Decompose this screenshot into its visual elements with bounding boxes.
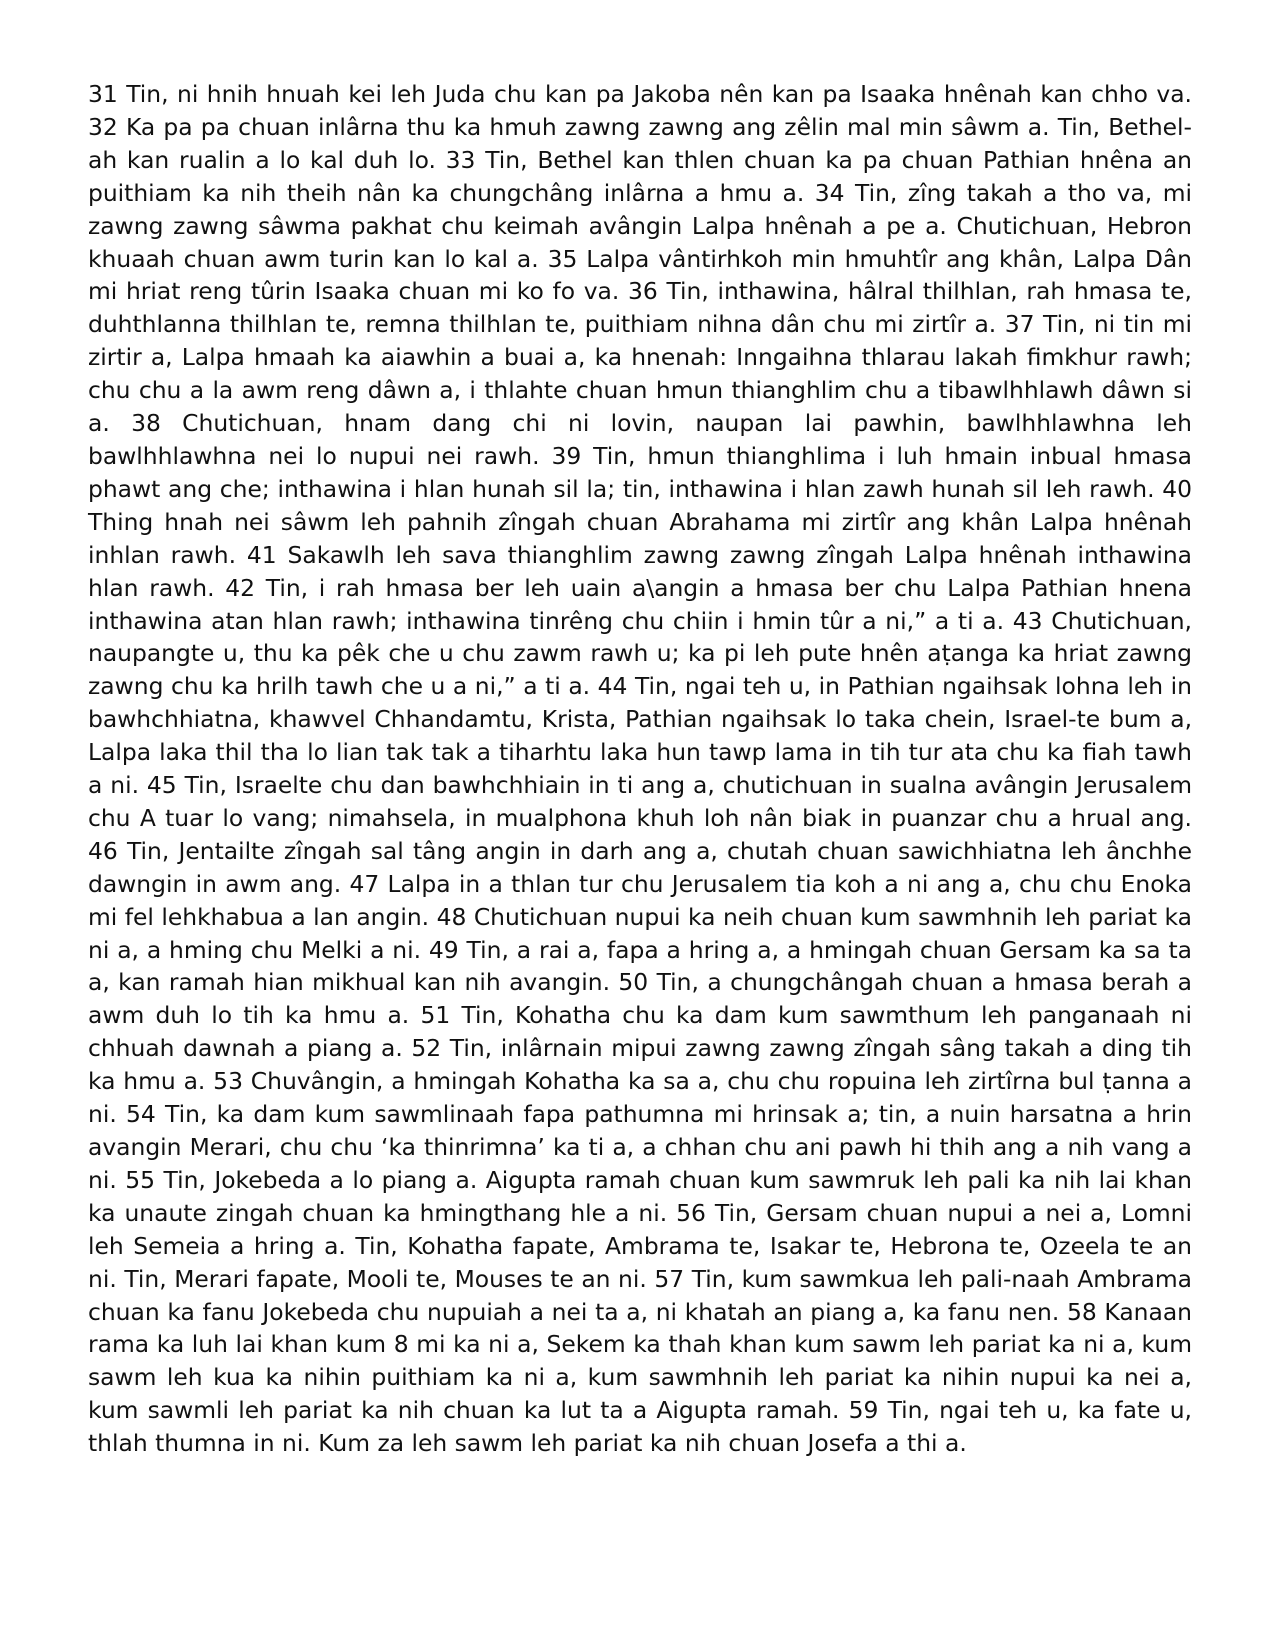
body-paragraph: 31 Tin, ni hnih hnuah kei leh Juda chu kan pa Jakoba nên kan pa Isaaka hnênah kan chho va. 32 Ka pa pa chuan inlârna thu ka hmuh zawng zawng ang zêlin mal min sâwm a. Tin, Bethel-ah kan rualin a lo kal duh lo. 33 Tin, Bethel kan thlen chuan ka pa chuan Pathian hnêna an puithiam ka nih theih nân ka chungchâng inlârna a hmu a. 34 Tin, zîng takah a tho va, mi zawng zawng sâwma pakhat chu keimah avângin Lalpa hnênah a pe a. Chutichuan, Hebron khuaah chuan awm turin kan lo kal a. 35 Lalpa vântirhkoh min hmuhtîr ang khân, Lalpa Dân mi hriat reng tûrin Isaaka chuan mi ko fo va. 36 Tin, inthawina, hâlral thilhlan, rah hmasa te, duhthlanna thilhlan te, remna thilhlan te, puithiam nihna dân chu mi zirtîr a. 37 Tin, ni tin mi zirtir a, Lalpa hmaah ka aiawhin a buai a, ka hnenah: Inngaihna thlarau lakah fimkhur rawh; chu chu a la awm reng dâwn a, i thlahte chuan hmun thianghlim chu a tibawlhhlawh dâwn si a. 38 Chutichuan, hnam dang chi ni lovin, naupan lai pawhin, bawlhhlawhna leh bawlhhlawhna nei lo nupui nei rawh. 39 Tin, hmun thianghlima i luh hmain inbual hmasa phawt ang che; inthawina i hlan hunah sil la; tin, inthawina i hlan zawh hunah sil leh rawh. 40 Thing hnah nei sâwm leh pahnih zîngah chuan Abrahama mi zirtîr ang khân Lalpa hnênah inhlan rawh. 41 Sakawlh leh sava thianghlim zawng zawng zîngah Lalpa hnênah inthawina hlan rawh. 42 Tin, i rah hmasa ber leh uain a\angin a hmasa ber chu Lalpa Pathian hnena inthawina atan hlan rawh; inthawina tinrêng chu chiin i hmin tûr a ni,” a ti a. 43 Chutichuan, naupangte u, thu ka pêk che u chu zawm rawh u; ka pi leh pute hnên aṭanga ka hriat zawng zawng chu ka hrilh tawh che u a ni,” a ti a. 44 Tin, ngai teh u, in Pathian ngaihsak lohna leh in bawhchhiatna, khawvel Chhandamtu, Krista, Pathian ngaihsak lo taka chein, Israel-te bum a, Lalpa laka thil tha lo lian tak tak a tiharhtu laka hun tawp lama in tih tur ata chu ka fiah tawh a ni. 45 Tin, Israelte chu dan bawhchhiain in ti ang a, chutichuan in sualna avângin Jerusalem chu A tuar lo vang; nimahsela, in mualphona khuh loh nân biak in puanzar chu a hrual ang. 46 Tin, Jentailte zîngah sal tâng angin in darh ang a, chutah chuan sawichhiatna leh ânchhe dawngin in awm ang. 47 Lalpa in a thlan tur chu Jerusalem tia koh a ni ang a, chu chu Enoka mi fel lehkhabua a lan angin. 48 Chutichuan nupui ka neih chuan kum sawmhnih leh pariat ka ni a, a hming chu Melki a ni. 49 Tin, a rai a, fapa a hring a, a hmingah chuan Gersam ka sa ta a, kan ramah hian mikhual kan nih avangin. 50 Tin, a chungchângah chuan a hmasa berah a awm duh lo tih ka hmu a. 51 Tin, Kohatha chu ka dam kum sawmthum leh panganaah ni chhuah dawnah a piang a. 52 Tin, inlârnain mipui zawng zawng zîngah sâng takah a ding tih ka hmu a. 53 Chuvângin, a hmingah Kohatha ka sa a, chu chu ropuina leh zirtîrna bul ṭanna a ni. 54 Tin, ka dam kum sawmlinaah fapa pathumna mi hrinsak a; tin, a nuin harsatna a hrin avangin Merari, chu chu ‘ka thinrimna’ ka ti a, a chhan chu ani pawh hi thih ang a nih vang a ni. 55 Tin, Jokebeda a lo piang a. Aigupta ramah chuan kum sawmruk leh pali ka nih lai khan ka unaute zingah chuan ka hmingthang hle a ni. 56 Tin, Gersam chuan nupui a nei a, Lomni leh Semeia a hring a. Tin, Kohatha fapate, Ambrama te, Isakar te, Hebrona te, Ozeela te an ni. Tin, Merari fapate, Mooli te, Mouses te an ni. 57 Tin, kum sawmkua leh pali-naah Ambrama chuan ka fanu Jokebeda chu nupuiah a nei ta a, ni khatah an piang a, ka fanu nen. 58 Kanaan rama ka luh lai khan kum 8 mi ka ni a, Sekem ka thah khan kum sawm leh pariat ka ni a, kum sawm leh kua ka nihin puithiam ka ni a, kum sawmhnih leh pariat ka nihin nupui ka nei a, kum sawmli leh pariat ka nih chuan ka lut ta a Aigupta ramah. 59 Tin, ngai teh u, ka fate u, thlah thumna in ni. Kum za leh sawm leh pariat ka nih chuan Josefa a thi a. bbox=[88, 80, 1192, 1458]
document-page bbox=[88, 78, 1192, 1460]
